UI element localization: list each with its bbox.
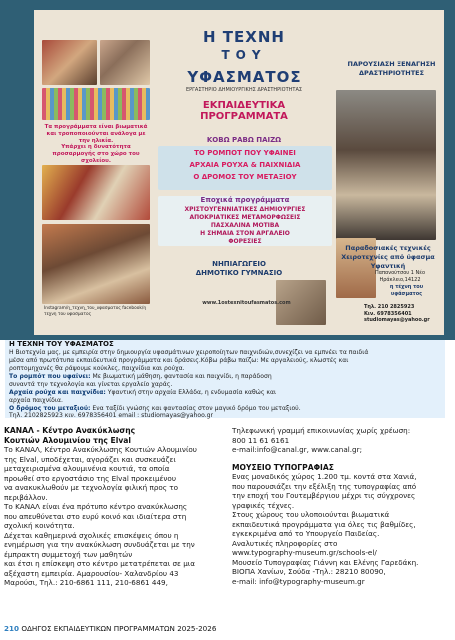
seasonal-line: ΑΠΟΚΡΙΑΤΙΚΕΣ ΜΕΤΑΜΟΡΦΩΣΕΙΣ: [189, 214, 301, 221]
canal-line: ενημέρωση για την ανακύκλωση συνδυάζεται με την: [4, 540, 195, 549]
photo-weaving-loom: [336, 90, 436, 240]
museum-line: εγκεκριμένα από το Υπουργείο Παιδείας.: [232, 529, 380, 538]
poster-subtitle: ΕΡΓΑΣΤΗΡΙΟ ΔΗΜΙΟΥΡΓΙΚΗΣ ΔΡΑΣΤΗΡΙΟΤΗΤΑΣ: [185, 87, 303, 93]
canal-line: προωθεί στο εργοστάσιο της Elval προκειμένου: [4, 473, 176, 483]
canal-line: αξέχαστη εμπειρία. Αμαρουσίου- Χαλανδρίου 43: [4, 568, 179, 578]
ancient-label: Αρχαία ρούχα και παιχνίδια:: [9, 389, 106, 396]
museum-heading: ΜΟΥΣΕΙΟ ΤΥΠΟΓΡΑΦΙΑΣ: [232, 462, 334, 472]
contact-line: studiomayas@yahoo.gr: [364, 317, 430, 323]
info-line: μέσα από πρωτότυπα εκπαιδευτικά προγράμματα και δράσεις.Κόβω ράβω παίζω: Με αργαλειούς, κλωστές και: [9, 357, 349, 364]
silk-label: Ο δρόμος του μεταξιού:: [9, 405, 91, 412]
photo-fabric-dolls: [100, 40, 150, 85]
canal-contact-line: 800 11 61 6161: [232, 435, 290, 445]
canal-heading1: ΚΑΝΑΛ - Κέντρο Ανακύκλωσης: [4, 426, 136, 435]
poster-programs-box: [158, 146, 332, 190]
canal-contact-line: Τηλεφωνική γραμμή επικοινωνίας χωρίς χρέωση:: [232, 426, 411, 435]
seasonal-title: Εποχικά προγράμματα: [200, 196, 290, 204]
canal-contact-line: e-mail:info@canal.gr, www.canal.gr;: [232, 445, 362, 454]
page-footer: [4, 624, 216, 633]
info-line: συναντά την τεχνολογία και γίνεται εργαλείο χαράς.: [9, 381, 173, 388]
robot-text: Με βιωματική μάθηση, φαντασία και παιχνίδι, η παράδοση: [92, 373, 272, 380]
museum-line: γραφικές τέχνες.: [232, 500, 295, 510]
poster-address: Παπανούτσου 1 Νέο Ηράκλειο,14122: [374, 270, 426, 283]
museum-email[interactable]: e-mail: info@typography-museum.gr: [232, 576, 365, 586]
program-line: ΑΡΧΑΙΑ ΡΟΥΧΑ & ΠΑΙΧΝΙΔΙΑ: [189, 161, 301, 169]
museum-line: Αναλυτικές πληροφορίες στο: [232, 538, 338, 548]
poster-instagram: Instagram/η_τεχνη_του_υφασματος facebook/η τεχνη του υφασματος: [44, 306, 147, 317]
info-block: [5, 340, 445, 418]
program-line: Ο ΔΡΟΜΟΣ ΤΟΥ ΜΕΤΑΞΙΟΥ: [193, 173, 297, 181]
seasonal-line: ΦΟΡΕΣΙΕΣ: [228, 238, 262, 245]
poster-traditional: Παραδοσιακές τεχνικές Χειροτεχνίες από ύφασμα Υφαντική: [341, 244, 435, 270]
museum-link[interactable]: www.typography-museum.gr/schools-el/: [232, 548, 377, 557]
info-silk: [9, 405, 301, 412]
poster-left-text1: Τα προγράμματα είναι βιωματικά και τροποποιούνται ανάλογα με την ηλικία.: [44, 124, 148, 144]
canal-line: Το ΚΑΝΑΛ είναι ένα πρότυπο κέντρο ανακύκλωσης: [4, 502, 188, 511]
program-line: ΤΟ ΡΟΜΠΟΤ ΠΟΥ ΥΦΑΙΝΕΙ: [194, 149, 296, 157]
poster: [34, 10, 444, 335]
museum-line: την εποχή του Γουτεμβέργιου μέχρι τις σύγχρονες: [232, 491, 416, 500]
canal-line: Μαρούσι, Τηλ.: 210-6861 111, 210-6861 449,: [4, 578, 168, 587]
ancient-text: Υφαντική στην αρχαία Ελλάδα, η ενδυμασία καθώς και: [107, 389, 277, 396]
museum-line: που παρουσιάζει την εξέλιξη της τυπογραφίας από: [232, 481, 417, 491]
canal-line: και έτσι η επίσκεψη στο κέντρο μετατρέπεται σε μια: [4, 559, 195, 568]
museum-line: εκπαιδευτικά προγράμματα για όλες τις βαθμίδες,: [232, 519, 416, 529]
robot-label: Το ρομπότ που υφαίνει:: [9, 373, 91, 380]
canal-line: της Elval, υποδέχεται, αγοράζει και συσκευάζει: [4, 454, 176, 464]
poster-levels: ΝΗΠΙΑΓΩΓΕΙΟ ΔΗΜΟΤΙΚΟ ΓΥΜΝΑΣΙΟ: [195, 260, 283, 277]
info-contact: Τηλ. 2102825923 κιν. 6978356401 email : studiomayas@yahoo.gr: [9, 412, 214, 419]
canal-line: να ανακυκλωθούν με τεχνολογία φιλική προς το: [4, 483, 179, 492]
photo-workshop: [42, 224, 150, 304]
canal-line: που απευθύνεται στο ευρύ κοινό και ιδιαίτερα στη: [4, 511, 187, 521]
poster-title-line2: ΤΟΥ: [221, 48, 267, 62]
info-line: Η Βιοτεχνία μας, με εμπειρία στην δημιουργία υφασμάτινων χειροποίητων παιχνιδιών,συνεχίζει να εμπνέει τα παιδιά: [9, 349, 369, 356]
right-column: [232, 426, 450, 586]
footer-text: ΟΔΗΓΟΣ ΕΚΠΑΙΔΕΥΤΙΚΩΝ ΠΡΟΓΡΑΜΜΑΤΩΝ 2025-2026: [21, 624, 217, 633]
canal-heading2: Κουτιών Αλουμινίου της Elval: [4, 435, 132, 445]
museum-line: Ενας μοναδικός χώρος 1.200 τμ. κοντά στα Χανιά,: [232, 472, 417, 481]
canal-line: Δέχεται καθημερινά σχολικές επισκέψεις όπου η: [4, 530, 179, 540]
poster-logo: η τέχνη του υφάσματος: [389, 284, 424, 297]
canal-line: σχολική κοινότητα.: [4, 521, 75, 530]
left-column: [4, 426, 220, 588]
seasonal-line: Η ΣΗΜΑΙΑ ΣΤΟΝ ΑΡΓΑΛΕΙΟ: [200, 230, 290, 237]
canal-line: περιβάλλον.: [4, 492, 48, 502]
canal-line: Το ΚΑΝΑΛ, Κέντρο Ανακύκλωσης Κουτιών Αλουμινίου: [4, 445, 197, 454]
contact-line: Κιν. 6978356401: [364, 310, 412, 317]
page-number: 210: [4, 624, 20, 633]
seasonal-line: ΧΡΙΣΤΟΥΓΕΝΝΙΑΤΙΚΕΣ ΔΗΜΙΟΥΡΓΙΕΣ: [184, 206, 306, 213]
info-line: αρχαία παιχνίδια.: [9, 397, 63, 404]
contact-line: Τηλ. 210 2825923: [364, 304, 415, 310]
poster-presentation: ΠΑΡΟΥΣΙΑΣΗ ΞΕΝΑΓΗΣΗ ΔΡΑΣΤΗΡΙΟΤΗΤΕΣ: [347, 60, 436, 77]
info-robot: [9, 373, 272, 380]
museum-line: ΒΙΟΠΑ Χανίων, Σούδα -Τηλ.: 28210 80090,: [232, 567, 386, 576]
poster-contacts: [364, 304, 444, 324]
photo-yarn-loom: [42, 88, 150, 120]
poster-website: www.1ostexnitoufasmatos.com: [202, 300, 291, 306]
poster-kovo: ΚΟΒΩ ΡΑΒΩ ΠΑΙΖΩ: [206, 136, 282, 144]
poster-seasonal-box: [158, 196, 332, 246]
photo-knitting-kids: [42, 40, 97, 85]
photo-colorful-toys: [42, 165, 150, 220]
poster-left-text2: Υπάρχει η δυνατότητα προσαρμογής στο χώρο του σχολείου.: [52, 144, 140, 164]
silk-text: Ενα ταξίδι γνώσης και φαντασίας στον μαγικό δρόμο του μεταξιού.: [92, 405, 301, 412]
seasonal-line: ΠΑΣΧΑΛΙΝΑ ΜΟΤΙΒΑ: [210, 222, 280, 229]
poster-edu-programs: ΕΚΠΑΙΔΕΥΤΙΚΑ ΠΡΟΓΡΑΜΜΑΤΑ: [200, 100, 288, 122]
info-title: Η ΤΕΧΝΗ ΤΟΥ ΥΦΑΣΜΑΤΟΣ: [9, 340, 114, 348]
info-line: ροπτομηχανές θα ράψουμε κούκλες, παιχνίδια και ρούχα.: [9, 365, 185, 372]
canal-line: μεταχειρισμένα αλουμινένια κουτιά, τα οποία: [4, 464, 170, 473]
museum-line: Στους χώρους του υλοποιούνται βιωματικά: [232, 510, 390, 519]
info-ancient: [9, 389, 276, 396]
museum-line: Μουσείο Τυπογραφίας Γιάννη και Ελένης Γαρεδάκη.: [232, 557, 419, 567]
canal-line: έμπρακτη συμμετοχή των μαθητών: [4, 549, 133, 559]
poster-title-line3: ΥΦΑΣΜΑΤΟΣ: [187, 68, 302, 86]
poster-title-line1: Η ΤΕΧΝΗ: [203, 28, 285, 46]
